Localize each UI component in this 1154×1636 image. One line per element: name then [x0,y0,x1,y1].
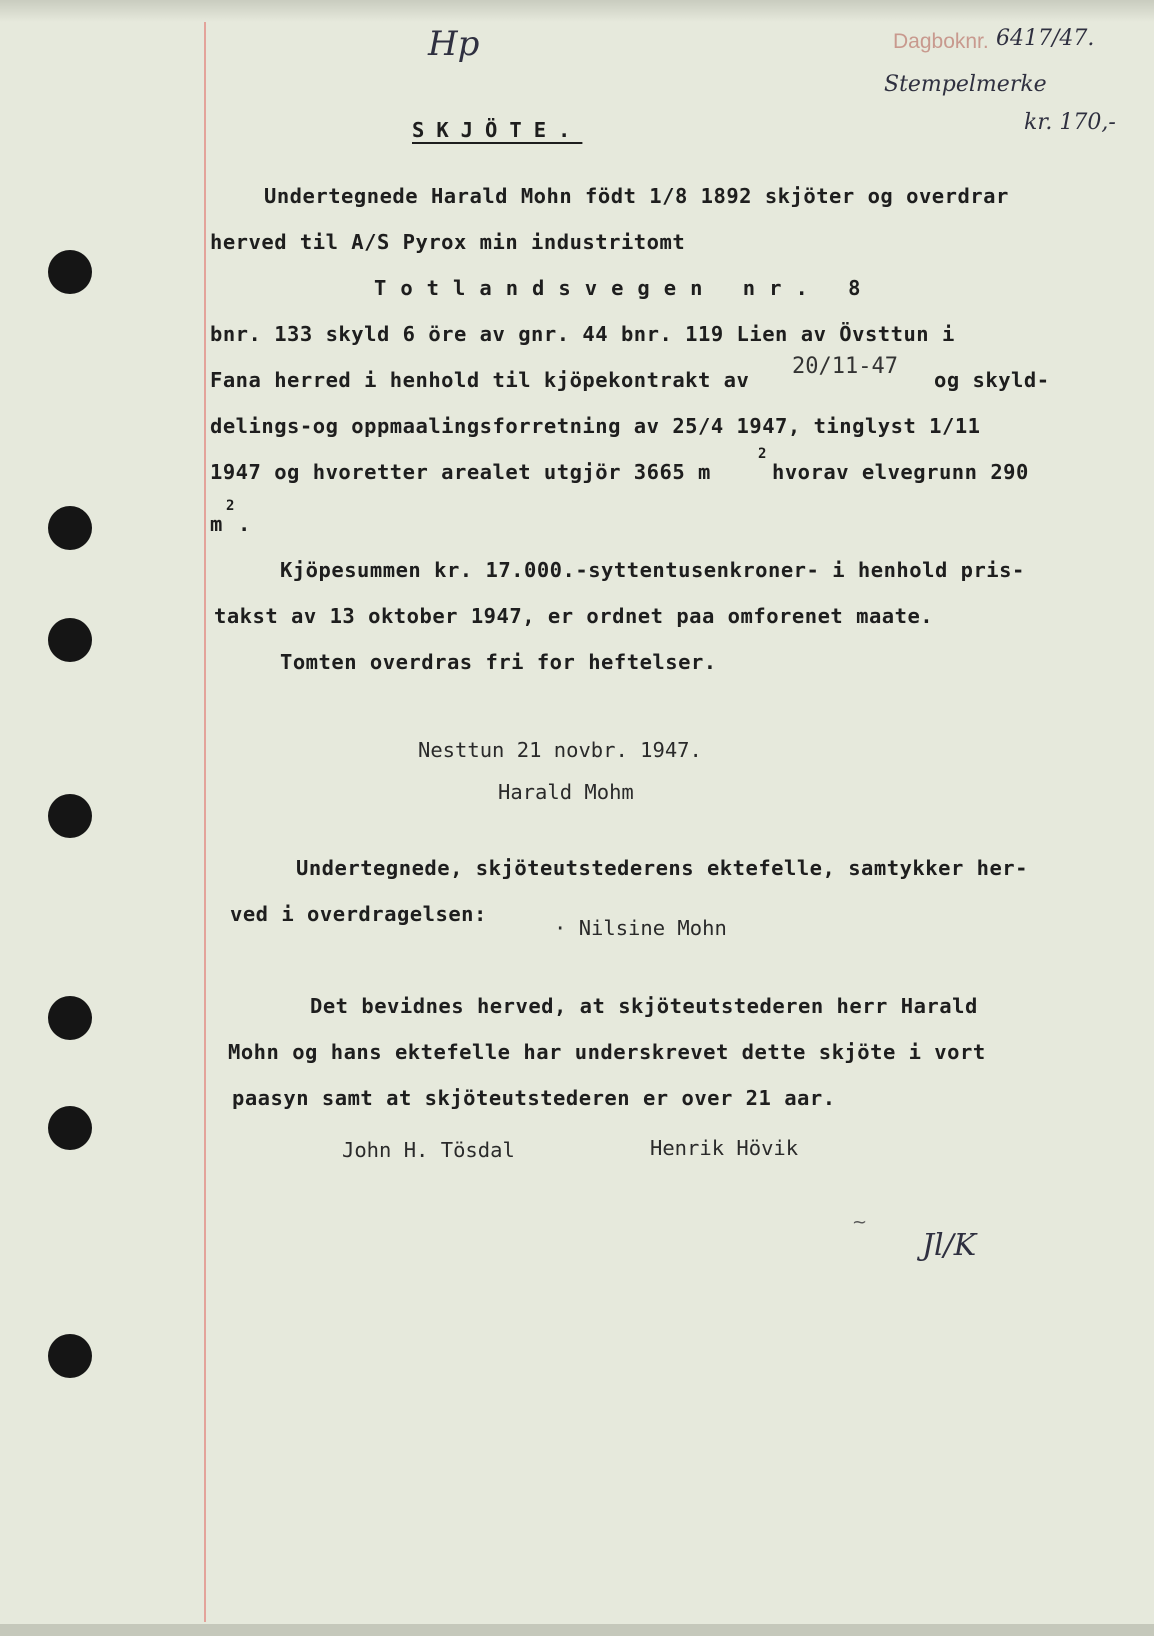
handwritten-initials-top: Hp [428,24,480,64]
place-and-date: Nesttun 21 novbr. 1947. [418,738,702,762]
punch-hole [48,1106,92,1150]
punch-hole [48,250,92,294]
paragraph-1-line-4b: og skyld- [934,368,1050,392]
paragraph-1-line-6a: 1947 og hvoretter arealet utgjör 3665 m [210,460,711,484]
spouse-signature-text: Nilsine Mohn [578,916,727,940]
paragraph-2-line-1: Kjöpesummen kr. 17.000.-syttentusenkroner- i henhold pris- [280,558,1025,582]
paragraph-1-line-7a: m [210,512,223,536]
handwritten-bottom-initials: Jl/K [922,1228,977,1263]
punch-hole [48,996,92,1040]
superscript-2: 2 [758,446,767,462]
scan-bottom-edge [0,1624,1154,1636]
stamp-duty-amount: kr. 170,- [1024,110,1116,135]
paragraph-1-line-6b: hvorav elvegrunn 290 [772,460,1029,484]
property-address: Totlandsvegen nr. 8 [374,276,875,300]
spouse-signature: · Nilsine Mohn [554,916,727,940]
dagbok-number: 6417/47. [996,26,1095,51]
witness-1-signature: John H. Tösdal [342,1138,515,1162]
document-title: SKJÖTE. [412,118,583,142]
handwritten-contract-date: 20/11-47 [792,354,898,379]
paragraph-5-line-2: Mohn og hans ektefelle har underskrevet dette skjöte i vort [228,1040,986,1064]
paragraph-5-line-1: Det bevidnes herved, at skjöteutstederen herr Harald [310,994,978,1018]
superscript-2: 2 [226,498,235,514]
paragraph-4-line-1: Undertegnede, skjöteutstederens ektefelle, samtykker her- [296,856,1028,880]
dagbok-stamp-label: Dagboknr. [893,30,989,53]
paragraph-1-line-7b: . [238,512,251,536]
witness-2-signature: Henrik Hövik [650,1136,799,1160]
paragraph-1-line-1: Undertegnede Harald Mohn födt 1/8 1892 skjöter og overdrar [264,184,1009,208]
red-margin-line [204,22,206,1622]
scan-top-edge [0,0,1154,22]
paragraph-1-line-3: bnr. 133 skyld 6 öre av gnr. 44 bnr. 119 Lien av Övsttun i [210,322,955,346]
punch-hole [48,506,92,550]
paragraph-4-line-2: ved i overdragelsen: [230,902,487,926]
punch-hole [48,1334,92,1378]
paragraph-1-line-5: delings-og oppmaalingsforretning av 25/4 1947, tinglyst 1/11 [210,414,981,438]
punch-hole [48,618,92,662]
paragraph-2-line-2: takst av 13 oktober 1947, er ordnet paa omforenet maate. [214,604,934,628]
seller-signature: Harald Mohm [498,780,634,804]
paragraph-1-line-2: herved til A/S Pyrox min industritomt [210,230,686,254]
paragraph-5-line-3: paasyn samt at skjöteutstederen er over 21 aar. [232,1086,836,1110]
paragraph-3: Tomten overdras fri for heftelser. [280,650,717,674]
pencil-mark: ~ [852,1212,868,1233]
paragraph-1-line-4a: Fana herred i henhold til kjöpekontrakt av [210,368,750,392]
stamp-duty-label: Stempelmerke [884,72,1047,97]
punch-hole [48,794,92,838]
